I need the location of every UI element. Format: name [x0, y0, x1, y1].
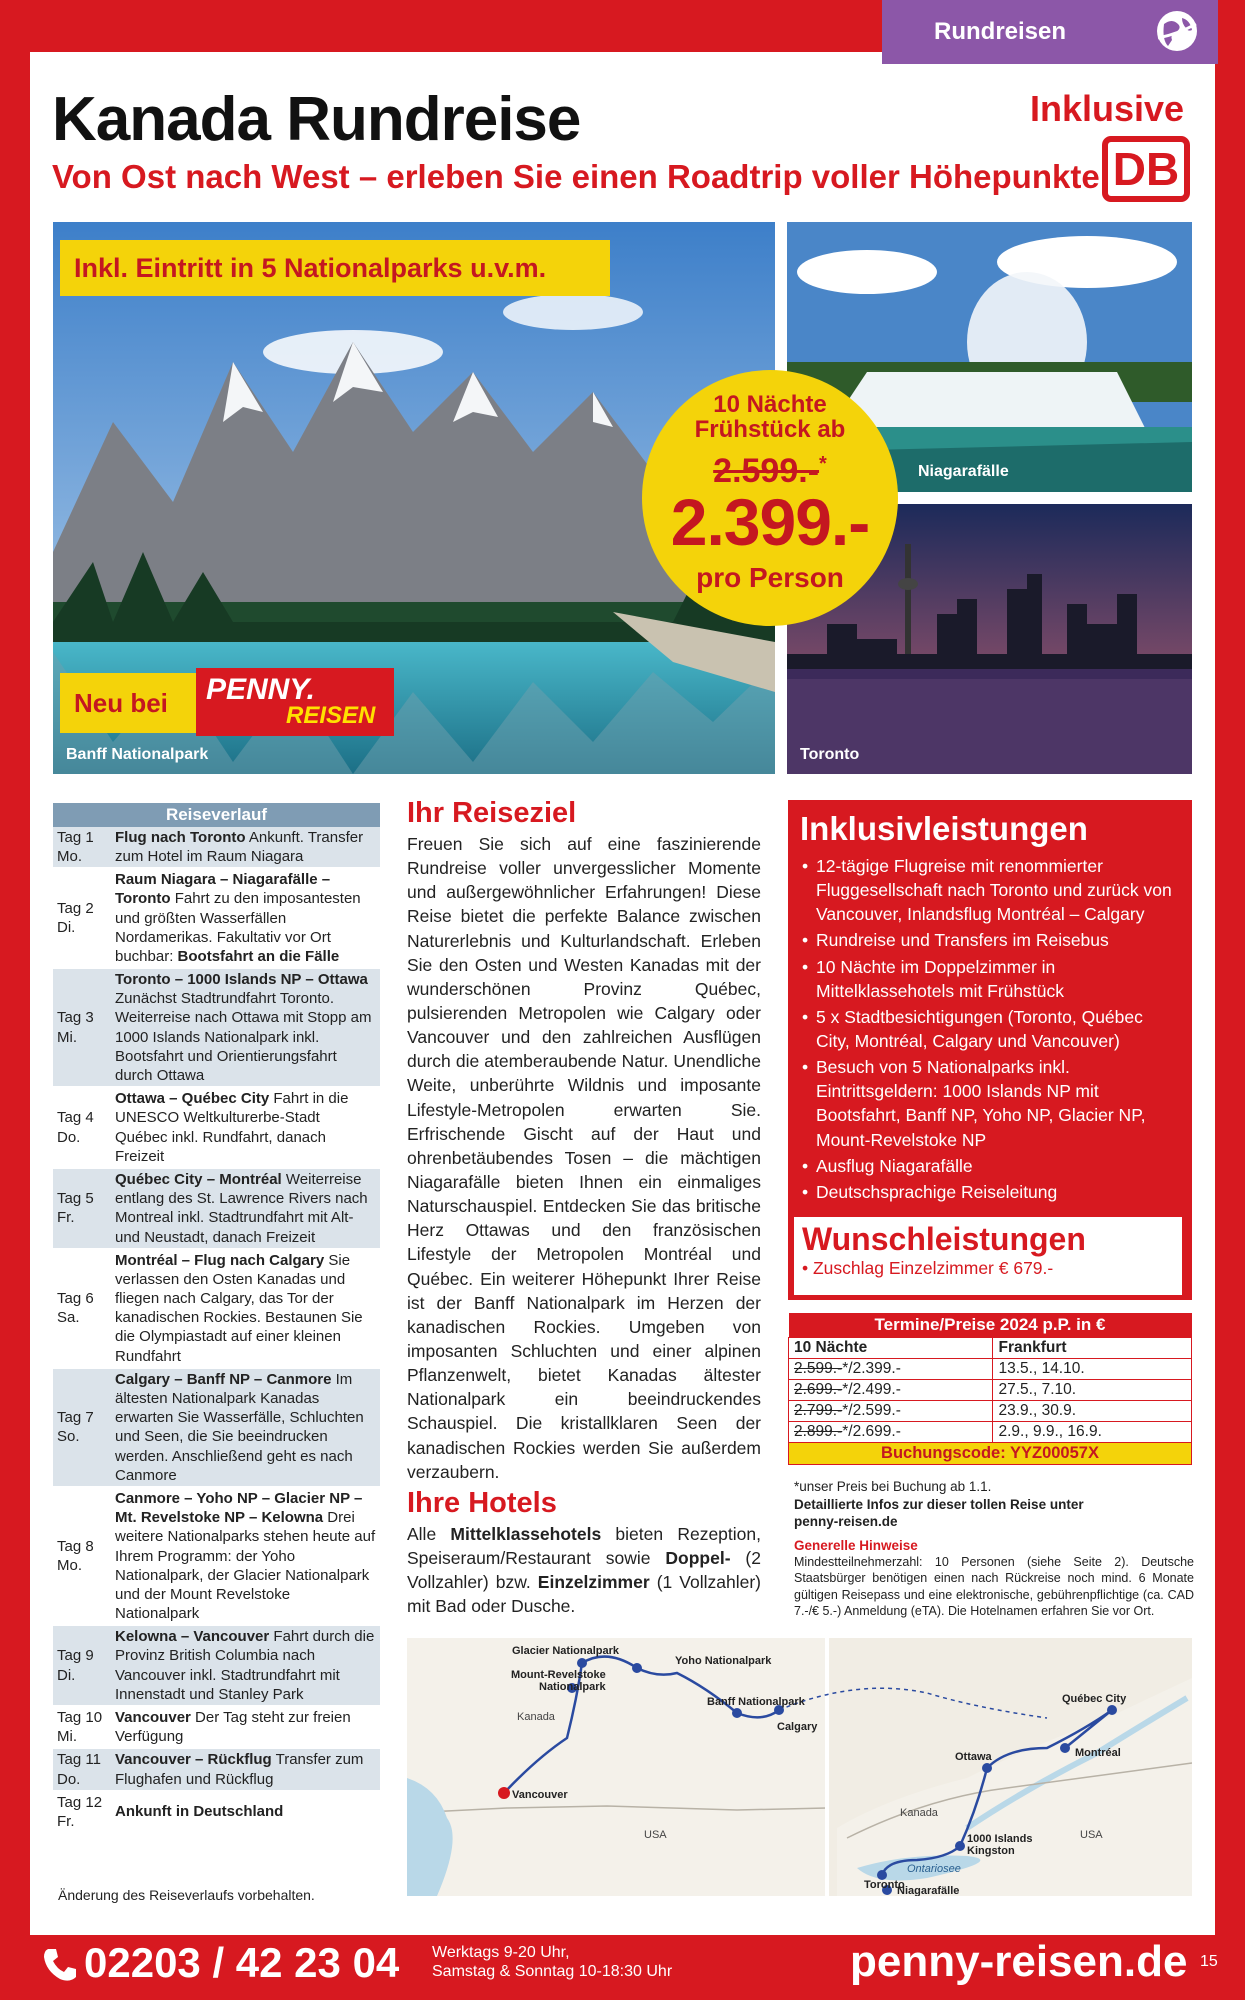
map-kanada-east: Kanada — [900, 1807, 938, 1819]
hotels-text: Alle Mittelklassehotels bieten Rezeption, Speiseraum/Restaurant sowie Doppel- (2 Vollzahler) bzw. Einzelzimmer (1 Vollzahler) mit Bad oder Dusche. — [407, 1524, 761, 1617]
itinerary-day: Tag 10 Mi. — [53, 1706, 111, 1748]
itinerary-day: Tag 11 Do. — [53, 1748, 111, 1790]
itinerary-row — [53, 1748, 380, 1790]
details-note[interactable]: Detaillierte Infos zur dieser tollen Reise unter penny-reisen.de — [794, 1496, 1084, 1530]
date-cell: 2.9., 9.9., 16.9. — [993, 1422, 1192, 1443]
itinerary-description: Flug nach Toronto Ankunft. Transfer zum Hotel im Raum Niagara — [111, 827, 380, 868]
nationalparks-banner: Inkl. Eintritt in 5 Nationalparks u.v.m. — [60, 240, 610, 296]
map-niagara: Niagarafälle — [897, 1885, 960, 1896]
itinerary-day: Tag 9 Di. — [53, 1625, 111, 1706]
date-cell: 27.5., 7.10. — [993, 1380, 1192, 1401]
price-row — [789, 1401, 1192, 1422]
inklusive-label: Inklusive — [1030, 88, 1185, 129]
price-per-person: pro Person — [696, 562, 844, 593]
map-revelstoke1: Mount-Revelstoke — [511, 1669, 606, 1681]
inklusiv-heading: Inklusivleistungen — [800, 810, 1088, 847]
itinerary-day: Tag 12 Fr. — [53, 1791, 111, 1833]
itinerary-row — [53, 1087, 380, 1168]
inklusiv-item: • Ausflug Niagarafälle — [800, 1154, 1180, 1178]
map-islands: 1000 Islands — [967, 1833, 1033, 1845]
itinerary-day: Tag 8 Mo. — [53, 1487, 111, 1625]
reiseziel-text: Freuen Sie sich auf eine faszinierende Rundreise voller unvergesslicher Momente und außergewöhnlicher Erfahrungen! Diese Reise bietet die perfekte Balance zwischen Naturerlebnis und Kulturlandschaft. Erleben Sie den Osten und Westen Kanadas mit der wunderschönen Provinz Québec, pulsierenden Metropolen wie Calgary oder Vancouver und den zahlreichen Ausflügen durch die atemberaubende Natur. Unendliche Weite, unberührte Wildnis und imposante Lifestyle-Metropolen erwarten Sie. Erfrischende Gischt auf der Haut und ohrenbetäubendes Tosen – die mächtigen Niagarafälle bieten Ihnen ein einmaliges Naturschauspiel. Entdecken Sie das britische Herz Ottawas und den französischen Lifestyle der Metropolen Montréal und Québec. Ein weiterer Höhepunkt Ihrer Reise ist der Banff Nationalpark im Herzen der kanadischen Rockies. Umgeben von imposanten Schluchten und einer alpinen Pflanzenwelt, bietet Kanadas ältester Nationalpark ein beeindruckendes Schauspiel. Die kristallklaren Seen der kanadischen Rockies werden Sie außerdem verzaubern. — [407, 834, 761, 1482]
map-glacier: Glacier Nationalpark — [512, 1645, 619, 1657]
penny-reisen-logo — [196, 668, 394, 736]
penny-logo-line1: PENNY. — [206, 673, 315, 706]
price-cell: 2.699.-*/2.499.- — [789, 1380, 993, 1401]
route-map — [407, 1638, 1192, 1896]
reiseziel-heading: Ihr Reiseziel — [407, 797, 577, 829]
itinerary-day: Tag 4 Do. — [53, 1087, 111, 1168]
hinweise-text: Mindestteilnehmerzahl: 10 Personen (siehe Seite 2). Deutsche Staatsbürger benötigen einen nach Rückreise noch mind. 6 Monate gültigen Reisepass und eine elektronische, gebührenpflichtige (ca. CAD 7.-/€ 5.-) Anmeldung (eTA). Die Hotelnamen erfahren Sie vor Ort. — [794, 1555, 1194, 1618]
itinerary-row — [53, 1368, 380, 1487]
itinerary-description: Vancouver – Rückflug Transfer zum Flughafen und Rückflug — [111, 1748, 380, 1790]
map-vancouver: Vancouver — [512, 1789, 568, 1801]
itinerary-day: Tag 5 Fr. — [53, 1168, 111, 1249]
itinerary-day: Tag 3 Mi. — [53, 968, 111, 1087]
itinerary-row — [53, 1487, 380, 1625]
inklusiv-item: • Deutschsprachige Reiseleitung — [800, 1180, 1180, 1204]
map-banff: Banff Nationalpark — [707, 1696, 805, 1708]
map-montreal: Montréal — [1075, 1747, 1121, 1759]
wunsch-heading: Wunschleistungen — [802, 1221, 1086, 1257]
date-cell: 13.5., 14.10. — [993, 1359, 1192, 1380]
inklusiv-item: • 5 x Stadtbesichtigungen (Toronto, Québec City, Montréal, Calgary und Vancouver) — [800, 1005, 1180, 1053]
hours: Werktags 9-20 Uhr, Samstag & Sonntag 10-18:30 Uhr — [432, 1944, 673, 1981]
itinerary-row — [53, 1249, 380, 1368]
map-toronto: Toronto — [864, 1879, 905, 1891]
itinerary-description: Canmore – Yoho NP – Glacier NP – Mt. Revelstoke NP – Kelowna Drei weitere Nationalparks stehen heute auf Ihrem Programm: der Yoho Nationalpark, der Glacier Nationalpark und der Mount Revelstoke Nationalpark — [111, 1487, 380, 1625]
globe-icon — [1154, 8, 1200, 54]
itinerary-row — [53, 1706, 380, 1748]
category-label: Rundreisen — [934, 18, 1067, 45]
itinerary-description: Toronto – 1000 Islands NP – Ottawa Zunächst Stadtrundfahrt Toronto. Weiterreise nach Ottawa mit Stopp am 1000 Islands Nationalpark inkl. Bootsfahrt und Orientierungsfahrt durch Ottawa — [111, 968, 380, 1087]
itinerary-day: Tag 1 Mo. — [53, 827, 111, 868]
page-subtitle: Von Ost nach West – erleben Sie einen Roadtrip voller Höhepunkte! — [52, 158, 1111, 195]
itinerary-description: Raum Niagara – Niagarafälle – Toronto Fahrt zu den imposantesten und größten Wasserfällen Nordamerikas. Fakultativ vor Ort buchbar: Bootsfahrt an die Fälle — [111, 868, 380, 968]
inklusivleistungen-box — [788, 800, 1192, 1300]
prices-col1: 10 Nächte — [789, 1338, 993, 1359]
wunsch-item: • Zuschlag Einzelzimmer € 679.- — [802, 1258, 1054, 1278]
price-badge — [642, 370, 898, 626]
inklusiv-item: • 10 Nächte im Doppelzimmer in Mittelklassehotels mit Frühstück — [800, 955, 1180, 1003]
itinerary-description: Ottawa – Québec City Fahrt in die UNESCO Weltkulturerbe-Stadt Québec inkl. Rundfahrt, danach Freizeit — [111, 1087, 380, 1168]
price-row — [789, 1380, 1192, 1401]
niagara-caption: Niagarafälle — [918, 463, 1009, 480]
itinerary-note: Änderung des Reiseverlaufs vorbehalten. — [58, 1887, 315, 1903]
itinerary-description: Vancouver Der Tag steht zur freien Verfügung — [111, 1706, 380, 1748]
map-ottawa: Ottawa — [955, 1751, 992, 1763]
prices-header: Termine/Preise 2024 p.P. in € — [789, 1313, 1192, 1338]
date-cell: 23.9., 30.9. — [993, 1401, 1192, 1422]
wunschleistungen-box — [794, 1217, 1182, 1295]
phone-icon — [40, 1945, 80, 1985]
neu-bei-label: Neu bei — [60, 673, 196, 733]
hinweise-title: Generelle Hinweise — [794, 1537, 918, 1553]
map-revelstoke2: Nationalpark — [539, 1681, 606, 1693]
footnotes — [794, 1478, 1194, 1619]
itinerary-description: Québec City – Montréal Weiterreise entlang des St. Lawrence Rivers nach Montreal inkl. Stadtrundfahrt mit Alt- und Neustadt, danach Freizeit — [111, 1168, 380, 1249]
itinerary-description: Kelowna – Vancouver Fahrt durch die Provinz British Columbia nach Vancouver inkl. Stadtrundfahrt mit Innenstadt und Stanley Park — [111, 1625, 380, 1706]
asterisk-note: *unser Preis bei Buchung ab 1.1. — [794, 1479, 992, 1494]
website-link[interactable]: penny-reisen.de — [850, 1937, 1188, 1986]
map-usa-east: USA — [1080, 1829, 1103, 1841]
price-new: 2.399.- — [670, 485, 870, 559]
phone-number[interactable]: 02203 / 42 23 04 — [84, 1939, 400, 1986]
price-cell: 2.899.-*/2.699.- — [789, 1422, 993, 1443]
itinerary-row — [53, 827, 380, 868]
itinerary-day: Tag 6 Sa. — [53, 1249, 111, 1368]
db-logo: DB — [1102, 136, 1190, 202]
itinerary-description: Montréal – Flug nach Calgary Sie verlassen den Osten Kanadas und fliegen nach Calgary, das Tor der kanadischen Rockies. Bestaunen Sie die Olympiastadt auf einer kleinen Rundfahrt — [111, 1249, 380, 1368]
inklusiv-item: • Rundreise und Transfers im Reisebus — [800, 928, 1180, 952]
footer — [0, 1935, 1245, 2000]
map-kanada-west: Kanada — [517, 1711, 555, 1723]
map-yoho: Yoho Nationalpark — [675, 1655, 772, 1667]
map-quebec: Québec City — [1062, 1693, 1127, 1705]
inklusiv-item: • 12-tägige Flugreise mit renommierter Fluggesellschaft nach Toronto und zurück von Vancouver, Inlandsflug Montréal – Calgary — [800, 854, 1180, 926]
itinerary-description: Ankunft in Deutschland — [111, 1791, 380, 1833]
prices-col2: Frankfurt — [993, 1338, 1192, 1359]
itinerary-day: Tag 7 So. — [53, 1368, 111, 1487]
price-row — [789, 1422, 1192, 1443]
itinerary-description: Calgary – Banff NP – Canmore Im ältesten Nationalpark Kanadas erwarten Sie Wasserfälle, Schluchten und Seen, die Sie beeindrucken werden. Anschließend geht es nach Canmore — [111, 1368, 380, 1487]
itinerary-header: Reiseverlauf — [53, 803, 380, 827]
itinerary-day: Tag 2 Di. — [53, 868, 111, 968]
prices-table — [788, 1313, 1192, 1465]
itinerary-row — [53, 868, 380, 968]
reiseziel-section — [407, 797, 761, 1617]
itinerary-row — [53, 1791, 380, 1833]
category-tab[interactable] — [882, 0, 1218, 64]
price-nights: 10 Nächte Frühstück ab — [694, 391, 846, 444]
price-cell: 2.799.-*/2.599.- — [789, 1401, 993, 1422]
booking-code: Buchungscode: YYZ00057X — [789, 1443, 1192, 1465]
penny-logo-line2: REISEN — [286, 702, 376, 729]
map-ontariosee: Ontariosee — [907, 1863, 961, 1875]
price-old: 2.599.-* — [713, 452, 827, 490]
itinerary-table — [53, 803, 380, 1834]
itinerary-row — [53, 1625, 380, 1706]
price-row — [789, 1359, 1192, 1380]
hotels-section — [407, 1487, 761, 1619]
toronto-caption: Toronto — [800, 746, 860, 763]
price-cell: 2.599.-*/2.399.- — [789, 1359, 993, 1380]
hotels-heading: Ihre Hotels — [407, 1487, 557, 1519]
banff-caption: Banff Nationalpark — [66, 746, 209, 763]
inklusiv-item: • Besuch von 5 Nationalparks inkl. Eintrittsgeldern: 1000 Islands NP mit Bootsfahrt, Banff NP, Yoho NP, Glacier NP, Mount-Revelstoke NP — [800, 1055, 1180, 1152]
page-number: 15 — [1200, 1953, 1218, 1970]
map-kingston: Kingston — [967, 1845, 1015, 1857]
inklusiv-list — [800, 854, 1180, 1204]
itinerary-row — [53, 968, 380, 1087]
map-calgary: Calgary — [777, 1721, 818, 1733]
itinerary-row — [53, 1168, 380, 1249]
map-usa-west: USA — [644, 1829, 667, 1841]
page-title: Kanada Rundreise — [52, 85, 581, 154]
